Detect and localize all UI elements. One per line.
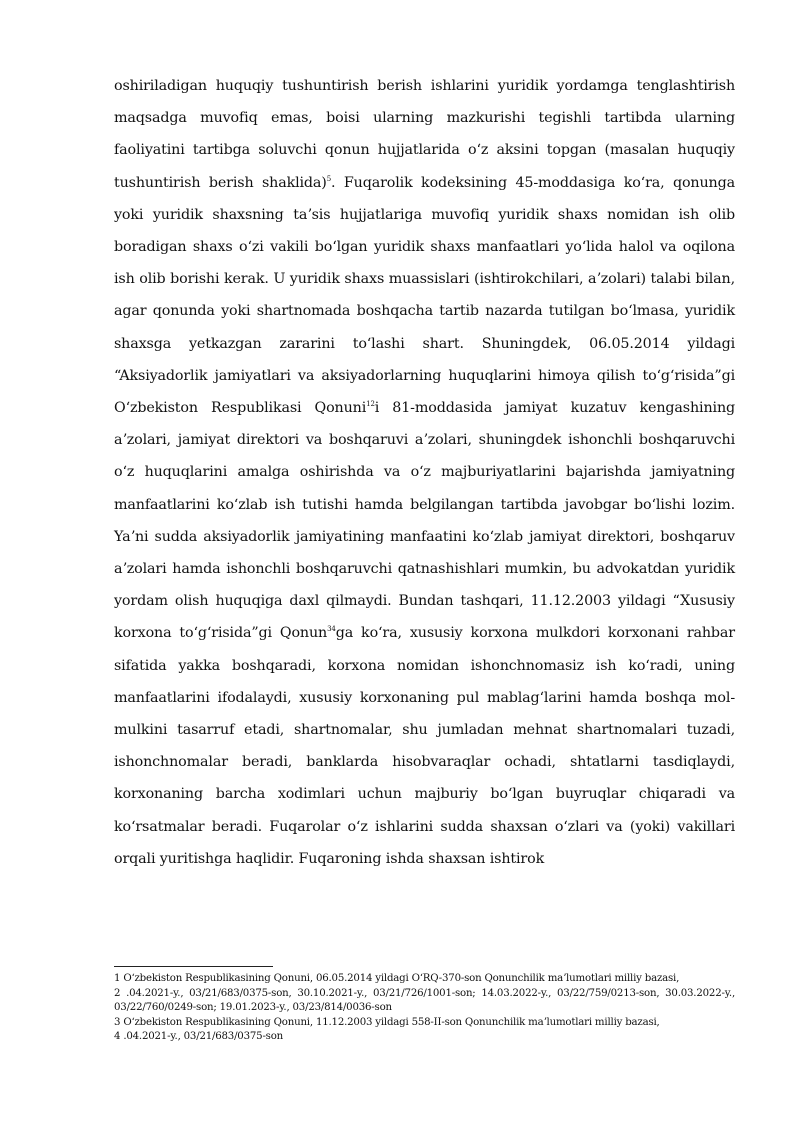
footnote-separator <box>114 966 273 967</box>
footnote-ref-5[interactable]: 5 <box>326 174 332 183</box>
paragraph-text-part-4: ga koʻra, xususiy korxona mulkdori korxonani rahbar sifatida yakka boshqaradi, korxona nomidan ishonchnomasiz ish koʻradi, uning manfaatlarini ifodalaydi, xususiy korxonaning pul mablagʻlarini hamda boshqa mol-mulkini tasarruf etadi, shartnomalar, shu jumladan mehnat shartnomalari tuzadi, ishonchnomalar beradi, banklarda hisobvaraqlar ochadi, shtatlarni tasdiqlaydi, korxonaning barcha xodimlari uchun majburiy boʻlgan buyruqlar chiqaradi va koʻrsatmalar beradi. Fuqarolar oʻz ishlarini sudda shaxsan oʻzlari va (yoki) vakillari orqali yuritishga haqlidir. Fuqaroning ishda shaxsan ishtirok <box>114 625 735 867</box>
footnote-ref-12[interactable]: 12 <box>366 400 375 409</box>
footnotes <box>114 972 735 1045</box>
footnote-ref-34[interactable]: 34 <box>327 625 336 634</box>
footnote-3: 3 Oʻzbekiston Respublikasining Qonuni, 11.12.2003 yildagi 558-II-son Qonunchilik maʼlumotlari milliy bazasi, <box>114 1016 660 1028</box>
paragraph-text-part-1: oshiriladigan huquqiy tushuntirish berish ishlarini yuridik yordamga tenglashtirish maqsadga muvofiq emas, boisi ularning mazkurishi tegishli tartibda ularning faoliyatini tartibga soluvchi qonun hujjatlarida oʻz aksini topgan (masalan huquqiy tushuntirish berish shaklida) <box>114 78 735 191</box>
footnote-2: 2 .04.2021-y., 03/21/683/0375-son, 30.10.2021-y., 03/21/726/1001-son; 14.03.2022-y., 03/22/759/0213-son, 30.03.2022-y., 03/22/760/0249-son; 19.01.2023-y., 03/23/814/0036-son <box>114 987 735 1014</box>
body-paragraph <box>114 70 735 875</box>
footnote-4: 4 .04.2021-y., 03/21/683/0375-son <box>114 1031 284 1043</box>
footnote-1: 1 Oʻzbekiston Respublikasining Qonuni, 06.05.2014 yildagi OʻRQ-370-son Qonunchilik maʼlumotlari milliy bazasi, <box>114 973 680 984</box>
document-page <box>114 70 735 875</box>
paragraph-text-part-3: i 81-moddasida jamiyat kuzatuv kengashining aʼzolari, jamiyat direktori va boshqaruvi aʼzolari, shuningdek ishonchli boshqaruvchi oʻz huquqlarini amalga oshirishda va oʻz majburiyatlarini bajarishda jamiyatning manfaatlarini koʻzlab ish tutishi hamda belgilangan tartibda javobgar boʻlishi lozim. Yaʼni sudda aksiyadorlik jamiyatining manfaatini koʻzlab jamiyat direktori, boshqaruv aʼzolari hamda ishonchli boshqaruvchi qatnashishlari mumkin, bu advokatdan yuridik yordam olish huquqiga daxl qilmaydi. Bundan tashqari, 11.12.2003 yildagi “Xususiy korxona toʻgʻrisida”gi Qonun <box>114 400 736 642</box>
paragraph-text-part-2: . Fuqarolik kodeksining 45-moddasiga koʻra, qonunga yoki yuridik shaxsning taʼsis hujjatlariga muvofiq yuridik shaxs nomidan ish olib boradigan shaxs oʻzi vakili boʻlgan yuridik shaxs manfaatlari yoʻlida halol va oqilona ish olib borishi kerak. U yuridik shaxs muassislari (ishtirokchilari, aʼzolari) talabi bilan, agar qonunda yoki shartnomada boshqacha tartib nazarda tutilgan boʻlmasa, yuridik shaxsga yetkazgan zararini toʻlashi shart. Shuningdek, 06.05.2014 yildagi “Aksiyadorlik jamiyatlari va aksiyadorlarning huquqlarini himoya qilish toʻgʻrisida”gi Oʻzbekiston Respublikasi Qonuni <box>114 174 735 417</box>
